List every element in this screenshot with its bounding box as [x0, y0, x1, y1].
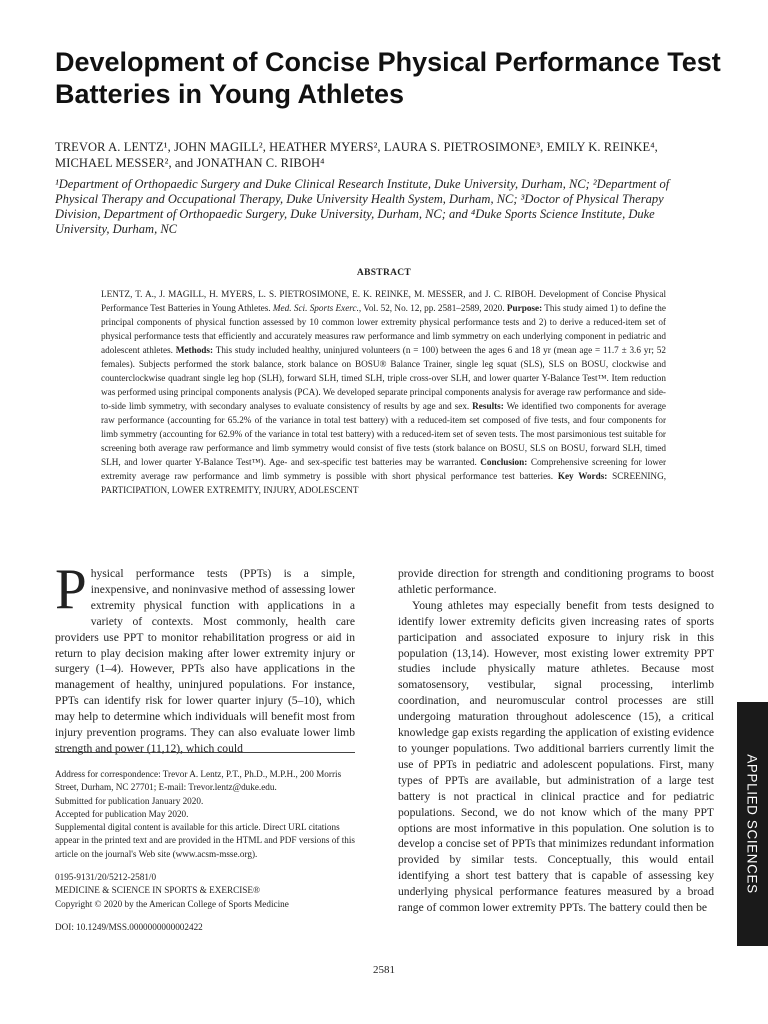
abstract-citation: LENTZ, T. A., J. MAGILL, H. MYERS, L. S. PIETROSIMONE, E. K. REINKE, M. MESSER, and J. C. RIBOH. Development of Concise Physical Performance Test Batteries in Young Athletes. [101, 289, 666, 313]
article-title: Development of Concise Physical Performance Test Batteries in Young Athletes [55, 47, 721, 109]
right-paragraph-2: Young athletes may especially benefit from tests designed to identify lower extremity deficits given increasing rates of sports participation and associated exposure to injury risk in this population (13,14). However, most existing lower extremity PPT studies include physically mature athletes. Because most somatosensory, vestibular, signal processing, interlimb coordination, and neuromuscular control processes are still undergoing maturation throughout adolescence (15), a critical knowledge gap exists regarding the application of existing evidence to younger populations. Two additional barriers currently limit the use of PPTs in pediatric and adolescent populations. First, many types of PPTs are available, but administration of a large test battery is not practical in clinical practice and for pediatric populations. Second, we do not know which of the many PPT options are most informative in this population. One solution is to develop a concise set of PPTs that minimizes redundant information provided by similar tests. Conceptually, this would entail identifying a short test battery that is capable of assessing key underlying physical performance features measured by a broad range of common lower extremity PPTs. The battery could then be [398, 598, 714, 915]
body-left-column [55, 558, 355, 757]
results-text: We identified two components for average raw performance (accounting for 65.2% of the variance in total test battery) with a reduced-item set composed of five tests, and four components for limb symmetry (accounting for 62.9% of the variance in total test battery) with a reduced-item set of seven tests. The most parsimonious test suitable for screening both average raw performance and limb symmetry would consist of five tests (stork balance on BOSU, SLS on BOSU, forward SLH, timed SLH, and lower quarter Y-Balance Test™). Age- and sex-specific test batteries may be warranted. [101, 401, 666, 467]
author-line-2: MICHAEL MESSER², and JONATHAN C. RIBOH⁴ [55, 156, 325, 170]
doi-note: DOI: 10.1249/MSS.0000000000002422 [55, 921, 203, 932]
body-right-column [398, 566, 714, 916]
right-paragraph-1: provide direction for strength and conditioning programs to boost athletic performance. [398, 567, 714, 596]
section-side-tab-label: APPLIED SCIENCES [744, 754, 760, 894]
page-number: 2581 [373, 964, 395, 976]
submitted-note: Submitted for publication January 2020. [55, 795, 204, 806]
methods-label: Methods: [175, 345, 214, 355]
results-label: Results: [472, 401, 504, 411]
abstract-journal: Med. Sci. Sports Exerc. [272, 303, 359, 313]
purpose-text: This study aimed 1) to define the principal components of physical function assessed by 10 common lower extremity physical performance tests and 2) to derive a reduced-item set of physical performance tests that efficiently and accurately measures raw performance and limb symmetry on each underlying component in pediatric and adolescent athletes. [101, 303, 666, 355]
issn-note: 0195-9131/20/5212-2581/0 [55, 872, 157, 883]
methods-text: This study included healthy, uninjured volunteers (n = 100) between the ages 6 and 18 yr (mean age = 11.7 ± 3.6 yr; 52 females). Subjects performed the stork balance, stork balance on BOSU® Balance Trainer, single leg squat (SLS), SLS on BOSU, clockwise and counterclockwise quadrant single leg hop (SLH), forward SLH, timed SLH, triple cross-over SLH, and lower quarter Y-Balance Test™. Item reduction was performed using principal components analysis (PCA). We developed separate principal components analysis for average raw performance and side-to-side limb symmetry, with secondary analyses to evaluate consistency of results by age and sex. [101, 345, 666, 411]
abstract-body [101, 287, 666, 497]
author-line-1: TREVOR A. LENTZ¹, JOHN MAGILL², HEATHER MYERS², LAURA S. PIETROSIMONE³, EMILY K. REINKE⁴, [55, 140, 658, 154]
footnote-divider [55, 752, 355, 753]
footnotes [55, 768, 365, 934]
journal-name: MEDICINE & SCIENCE IN SPORTS & EXERCISE® [55, 885, 260, 896]
drop-cap: P [55, 558, 87, 621]
keywords-text: SCREENING, PARTICIPATION, LOWER EXTREMITY, INJURY, ADOLESCENT [101, 471, 666, 495]
supplemental-note: Supplemental digital content is available for this article. Direct URL citations appear in the printed text and are provided in the HTML and PDF versions of this article on the journal's Web site (www.acsm-msse.org). [55, 822, 355, 859]
accepted-note: Accepted for publication May 2020. [55, 808, 189, 819]
correspondence-note: Address for correspondence: Trevor A. Lentz, P.T., Ph.D., M.P.H., 200 Morris Street, Durham, NC 27701; E-mail: Trevor.lentz@duke.edu. [55, 769, 342, 793]
abstract-heading: ABSTRACT [356, 268, 412, 278]
conclusion-label: Conclusion: [480, 457, 528, 467]
conclusion-text: Comprehensive screening for lower extremity average raw performance and limb symmetry is possible with short physical performance test batteries. [101, 457, 666, 481]
purpose-label: Purpose: [506, 303, 543, 313]
section-side-tab [737, 702, 768, 946]
keywords-label: Key Words: [557, 471, 608, 481]
abstract-journal-details: , Vol. 52, No. 12, pp. 2581–2589, 2020. [358, 303, 507, 313]
affiliations: ¹Department of Orthopaedic Surgery and Duke Clinical Research Institute, Duke University, Durham, NC; ²Department of Physical Therapy and Occupational Therapy, Duke University Health System, Durham, NC; ³Doctor of Physical Therapy Division, Department of Orthopaedic Surgery, Duke University, Durham, NC; and ⁴Duke Sports Science Institute, Duke University, Durham, NC [55, 177, 670, 236]
author-list [55, 139, 715, 171]
copyright-note: Copyright © 2020 by the American College of Sports Medicine [55, 898, 289, 909]
intro-paragraph: hysical performance tests (PPTs) is a simple, inexpensive, and noninvasive method of assessing lower extremity physical function with applications in a variety of contexts. Most commonly, health care providers use PPT to monitor rehabilitation progress or aid in return to play decision making after lower extremity injury or surgery (1–4). However, PPTs also have applications in the management of healthy, uninjured populations. For instance, PPTs can identify risk for lower quarter injury (5–10), which may help to determine which individuals will benefit most from injury prevention programs. They can also evaluate lower limb strength and power (11,12), which could [55, 567, 355, 755]
